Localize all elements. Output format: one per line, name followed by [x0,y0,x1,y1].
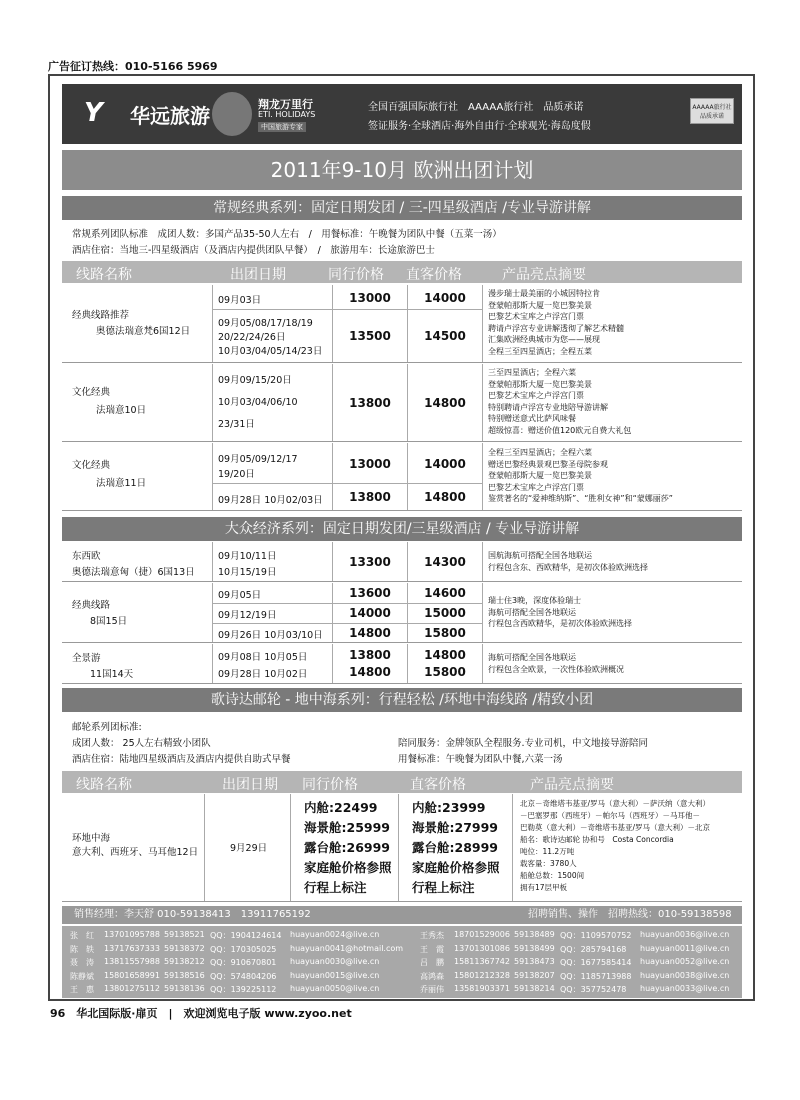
eti-name-cn: 翔龙万里行 [258,98,313,111]
contact-field: 59138473 [514,957,555,966]
contact-field: 乔丽伟 [420,985,444,994]
col-highlights: 产品亮点摘要 [502,267,586,283]
table-row [62,285,742,363]
route-subname: 奥德法瑞意匈（捷）6国13日 [72,567,195,578]
contact-field: 王 霞 [420,944,444,954]
direct-price: 14300 [424,555,466,569]
ad-hotline: 广告征订热线：010-5166 5969 [48,60,218,73]
contact-field: 15811367742 [454,957,510,966]
eti-name-en: ETI. HOLIDAYS [258,110,316,119]
recruit-hotline: 招聘销售、操作 招聘热线：010-59138598 [528,909,732,920]
contact-field: 吕 鹏 [420,958,444,967]
contact-field[interactable]: huayuan0050@live.cn [290,984,380,993]
peer-price: 13000 [349,291,391,305]
route-name: 全景游 [72,653,101,664]
contact-field: 陈静斌 [70,971,94,981]
direct-price: 14500 [424,329,466,343]
peer-price: 13600 [349,586,391,600]
contact-field: 张 红 [70,931,94,940]
contact-field: QQ：1185713988 [560,971,632,981]
col-date: 出团日期 [222,777,278,793]
page-footer: 96 华北国际版·扉页 | 欢迎浏览电子版 www.zyoo.net [50,1007,352,1020]
table-row [62,644,742,684]
contact-field: 聂 涛 [70,958,94,967]
contact-field: 59138207 [514,970,555,980]
contact-field: 陈 轶 [70,944,94,954]
contact-field: 59138521 [164,930,205,939]
depart-date: 09月05日 [218,590,262,601]
page-frame [48,74,755,1001]
contact-field: QQ：1109570752 [560,931,632,940]
contact-field: 15801658991 [104,970,160,980]
contact-field: QQ：357752478 [560,985,627,994]
peer-price: 13500 [349,329,391,343]
depart-date: 09月28日 10月02日 [218,669,308,680]
page-title: 2011年9-10月 欧洲出团计划 [62,150,742,190]
eti-tagline: 中国旅游专家 [258,122,306,132]
contact-field[interactable]: huayuan0041@hotmail.com [290,943,404,953]
peer-price: 14800 [349,665,391,679]
depart-date: 09月09/15/20日 [218,375,292,386]
cruise-section-heading: 歌诗达邮轮 - 地中海系列：行程轻松 /环地中海线路 /精致小团 [62,688,742,712]
contact-field: 13701301086 [454,943,510,953]
contact-field: 王秀杰 [420,931,444,940]
sales-bar [62,906,742,924]
contact-field: 59138499 [514,943,555,953]
route-subname: 奥德法瑞意梵6国12日 [96,326,191,337]
direct-price: 14000 [424,457,466,471]
contact-field: QQ：139225112 [210,985,277,994]
contact-field: 59138516 [164,970,205,980]
highlights: 漫步瑞士最美丽的小城因特拉肯 登蒙帕那斯大厦一览巴黎美景 巴黎艺术宝库之卢浮宫门票 聘请卢浮宫专业讲解透彻了解艺术精髓 汇集欧洲经典城市为您——展现 全程三至四星酒店；全程五菜 [488,289,624,356]
cruise-std-right-2: 用餐标准：午晚餐为团队中餐,六菜一汤 [398,754,563,765]
depart-date: 10月03/04/05/14/23日 [218,346,323,357]
contact-field[interactable]: huayuan0030@live.cn [290,957,380,966]
contact-field: 59138214 [514,984,555,993]
depart-date: 09月12/19日 [218,610,277,621]
peer-price: 13000 [349,457,391,471]
highlights: 国航海航可搭配全国各地联运 行程包含东、西欧精华，是初次体验欧洲选择 [488,551,648,572]
peer-price-list: 内舱:22499 海景舱:25999 露台舱:26999 家庭舱价格参照 行程上标注 [304,800,392,895]
contact-field: 高鸿森 [420,971,444,981]
contact-field: QQ：910670801 [210,958,277,967]
col-direct: 直客价格 [410,777,466,793]
table-row [62,443,742,511]
depart-date: 09月08日 10月05日 [218,652,308,663]
cruise-std-left-2: 酒店住宿：陆地四星级酒店及酒店内提供自助式早餐 [72,754,291,765]
highlights: 海航可搭配全国各地联运 行程包含全欧景，一次性体验欧洲概况 [488,653,624,674]
slogan-line-2: 签证服务·全球酒店·海外自由行·全球观光·海岛度假 [368,121,591,132]
depart-date: 09月26日 10月03/10日 [218,630,323,641]
route-subname: 11国14天 [90,669,134,680]
col-route: 线路名称 [76,777,132,793]
route-name: 文化经典 [72,460,111,471]
contact-field[interactable]: huayuan0011@live.cn [640,943,730,953]
direct-price: 14000 [424,291,466,305]
contact-field: QQ：285794168 [560,944,627,954]
route-name: 东西欧 [72,551,101,562]
peer-price: 14000 [349,606,391,620]
highlights: 瑞士住3晚，深度体验瑞士 海航可搭配全国各地联运 行程包含西欧精华，是初次体验欧洲选择 [488,596,632,628]
peer-price: 13800 [349,490,391,504]
depart-date: 23/31日 [218,419,255,430]
table-row [62,794,742,902]
contact-field: 王 惠 [70,985,94,994]
contact-field: QQ：1677585414 [560,958,632,967]
depart-date: 09月03日 [218,295,262,306]
col-date: 出团日期 [230,267,286,283]
direct-price: 14800 [424,396,466,410]
classic-section-heading: 常规经典系列：固定日期发团 / 三-四星级酒店 /专业导游讲解 [62,196,742,220]
route-subname: 8国15日 [90,616,128,627]
contact-field[interactable]: huayuan0024@live.cn [290,930,380,939]
contact-field[interactable]: huayuan0038@live.cn [640,970,730,980]
depart-date: 9月29日 [230,843,268,854]
direct-price: 15800 [424,626,466,640]
depart-date: 09月28日 10月02/03日 [218,495,323,506]
contact-field: 59138136 [164,984,205,993]
contact-field: QQ：170305025 [210,944,277,954]
cruise-route: 环地中海 意大利、西班牙、马耳他12日 [72,833,199,858]
contact-field: 13701095788 [104,930,160,939]
cruise-std-left-1: 成团人数： 25人左右精致小团队 [72,738,211,749]
peer-price: 13800 [349,396,391,410]
contact-field: 13717637333 [104,943,160,953]
sales-manager: 销售经理：李天舒 010-59138413 13911765192 [74,909,311,920]
direct-price: 15000 [424,606,466,620]
direct-price: 14800 [424,490,466,504]
depart-date: 09月10/11日 [218,551,277,562]
highlights: 全程三至四星酒店；全程六菜 赠送巴黎经典景观巴黎圣母院参观 登蒙帕那斯大厦一览巴黎美景 巴黎艺术宝库之卢浮宫门票 鉴赏著名的“爱神维纳斯”、“胜利女神”和“蒙娜丽莎” [488,448,673,503]
contact-field: 59138212 [164,957,205,966]
table-row [62,542,742,582]
dragon-logo-icon [212,92,252,136]
cruise-std-right-1: 陪同服务：金牌领队全程服务.专业司机，中文地接导游陪同 [398,738,649,749]
depart-date: 09月05/09/12/17 [218,454,298,465]
highlights: 三至四星酒店；全程六菜 登蒙帕那斯大厦一览巴黎美景 巴黎艺术宝库之卢浮宫门票 特别聘请卢浮宫专业地陪导游讲解 特别赠送意式比萨风味餐 超级惊喜：赠送价值120欧元自费大礼包 [488,368,632,435]
contact-field: QQ：1904124614 [210,931,282,940]
col-direct: 直客价格 [406,267,462,283]
depart-date: 10月15/19日 [218,567,277,578]
peer-price: 14800 [349,626,391,640]
depart-date: 19/20日 [218,469,255,480]
contact-field[interactable]: huayuan0052@live.cn [640,957,730,966]
huayuan-logo-icon: Y [84,98,103,128]
quality-badge: AAAAA旅行社 品质承诺 [690,98,734,124]
direct-price: 14600 [424,586,466,600]
highlights: 北京－奇维塔韦基亚/罗马（意大利）－萨沃纳（意大利） －巴塞罗那（西班牙）－帕尔马（西班牙）－马耳他－ 巴勒莫（意大利）－奇维塔韦基亚/罗马（意大利）－北京 船名：歌诗达邮轮 协和号 Costa Concordia 吨位：11.2万吨 载客量：3780人 船舱总数：1500间 拥有17层甲板 [520,799,711,892]
contact-field: 59138372 [164,943,205,953]
contact-field: QQ：574804206 [210,971,277,981]
route-subname: 法瑞意11日 [96,478,147,489]
contact-field: 15801212328 [454,970,510,980]
contact-field: 13581903371 [454,984,510,993]
contact-field: 59138489 [514,930,555,939]
slogan-line-1: 全国百强国际旅行社 AAAAA旅行社 品质承诺 [368,102,584,113]
direct-price: 15800 [424,665,466,679]
peer-price: 13300 [349,555,391,569]
economy-section-heading: 大众经济系列：固定日期发团/三星级酒店 / 专业导游讲解 [62,517,742,541]
col-route: 线路名称 [76,267,132,283]
depart-date: 09月05/08/17/18/19 [218,318,313,329]
brand-name: 华远旅游 [130,104,210,128]
contact-field: 18701529006 [454,930,510,939]
contact-field[interactable]: huayuan0015@live.cn [290,970,380,980]
cruise-column-header [62,771,742,793]
col-highlights: 产品亮点摘要 [530,777,614,793]
peer-price: 13800 [349,648,391,662]
table-row [62,583,742,643]
route-name: 经典线路 [72,600,111,611]
contact-field: 13811557988 [104,957,160,966]
classic-column-header [62,261,742,283]
cruise-std-title: 邮轮系列团标准: [72,722,142,733]
route-name: 经典线路推荐 [72,310,130,321]
route-subname: 法瑞意10日 [96,405,147,416]
contact-field[interactable]: huayuan0036@live.cn [640,930,730,939]
direct-price: 14800 [424,648,466,662]
col-peer: 同行价格 [302,777,358,793]
depart-date: 10月03/04/06/10 [218,397,298,408]
brand-header [62,84,742,144]
classic-info-line-2: 酒店住宿：当地三-四星级酒店（及酒店内提供团队早餐） / 旅游用车：长途旅游巴士 [72,245,435,256]
col-peer: 同行价格 [328,267,384,283]
direct-price-list: 内舱:23999 海景舱:27999 露台舱:28999 家庭舱价格参照 行程上标注 [412,800,500,895]
contact-field[interactable]: huayuan0033@live.cn [640,984,730,993]
route-name: 文化经典 [72,387,111,398]
table-row [62,364,742,442]
depart-date: 20/22/24/26日 [218,332,286,343]
contact-list [62,926,742,998]
classic-info-line-1: 常规系列团队标准 成团人数：多国产品35-50人左右 / 用餐标准：午晚餐为团队中餐（五菜一汤） [72,229,502,240]
contact-field: 13801275112 [104,984,160,993]
